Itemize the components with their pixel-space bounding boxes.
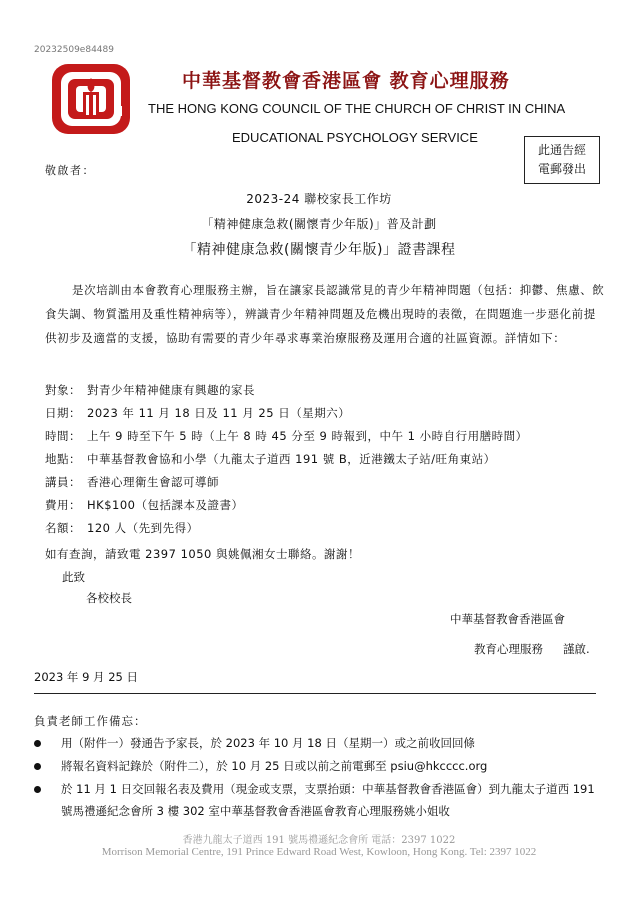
addressee: 各校校長: [86, 591, 132, 605]
signature-dept-name: 教育心理服務: [474, 642, 543, 656]
department-name-english: EDUCATIONAL PSYCHOLOGY SERVICE: [232, 130, 478, 145]
memo-item-text: 將報名資料記錄於（附件二），於 10 月 25 日或以前之前電郵至 psiu@hkcccc.org: [61, 759, 488, 773]
detail-value: HK$100（包括課本及證書）: [87, 498, 244, 512]
detail-value: 對青少年精神健康有興趣的家長: [87, 383, 255, 397]
memo-item: [34, 755, 604, 777]
detail-value: 中華基督教會協和小學（九龍太子道西 191 號 B，近港鐵太子站/旺角東站）: [87, 452, 496, 466]
detail-label: 地點：: [45, 452, 81, 466]
signature-dept: [474, 641, 590, 657]
signature-org: 中華基督教會香港區會: [450, 612, 565, 626]
course-title: 「精神健康急救(關懷青少年版)」證書課程: [182, 242, 456, 258]
detail-quota: [45, 517, 605, 540]
email-notice-box: [524, 136, 600, 184]
email-notice-line1: 此通告經: [537, 143, 586, 157]
divider: [34, 693, 596, 694]
salutation: 敬啟者：: [45, 164, 95, 177]
memo-list: [34, 732, 604, 823]
memo-item-text: 用（附件一）發通告予家長，於 2023 年 10 月 18 日（星期一）或之前收回回條: [61, 736, 475, 750]
detail-label: 費用：: [45, 498, 81, 512]
footer-address-english: Morrison Memorial Centre, 191 Prince Edward Road West, Kowloon, Hong Kong. Tel: 2397 1022: [101, 846, 537, 858]
detail-venue: [45, 448, 605, 471]
closing-line: 此致: [62, 570, 85, 584]
bullet-icon: [34, 786, 41, 793]
detail-label: 日期：: [45, 406, 81, 420]
detail-value: 120 人（先到先得）: [87, 521, 199, 535]
org-name-chinese: 中華基督教會香港區會 教育心理服務: [182, 70, 510, 92]
detail-label: 時間：: [45, 429, 81, 443]
workshop-title: 2023-24 聯校家長工作坊: [246, 192, 392, 206]
bullet-icon: [34, 740, 41, 747]
enquiry-text: 如有查詢，請致電 2397 1050 與姚佩湘女士聯絡。謝謝！: [45, 547, 360, 561]
signature-respect: 謹啟.: [563, 642, 590, 656]
detail-fee: [45, 494, 605, 517]
course-details: [45, 379, 605, 540]
memo-item-text: 於 11 月 1 日交回報名表及費用（現金或支票，支票抬頭：中華基督教會香港區會）到九龍太子道西 191 號馬禮遜紀念會所 3 樓 302 室中華基督教會香港區會教育心理服務姚小姐收: [61, 782, 595, 818]
memo-title: 負責老師工作備忘：: [34, 714, 147, 728]
detail-speaker: [45, 471, 605, 494]
org-name-english: THE HONG KONG COUNCIL OF THE CHURCH OF CHRIST IN CHINA: [148, 101, 566, 116]
detail-value: 2023 年 11 月 18 日及 11 月 25 日（星期六）: [87, 406, 351, 420]
memo-item: [34, 778, 604, 822]
reference-number: 20232509e84489: [34, 45, 114, 55]
bullet-icon: [34, 763, 41, 770]
detail-date: [45, 402, 605, 425]
footer-address-chinese: 香港九龍太子道西 191 號馬禮遜紀念會所 電話：2397 1022: [182, 835, 456, 846]
detail-value: 香港心理衛生會認可導師: [87, 475, 219, 489]
detail-value: 上午 9 時至下午 5 時（上午 8 時 45 分至 9 時報到，中午 1 小時自行用膳時間）: [87, 429, 528, 443]
detail-target: [45, 379, 605, 402]
email-notice-line2: 電郵發出: [537, 162, 586, 176]
detail-time: [45, 425, 605, 448]
detail-label: 名額：: [45, 521, 81, 535]
program-title: 「精神健康急救(關懷青少年版)」普及計劃: [201, 217, 437, 231]
intro-paragraph: 是次培訓由本會教育心理服務主辦，旨在讓家長認識常見的青少年精神問題（包括：抑鬱、焦慮、飲食失調、物質濫用及重性精神病等），辨識青少年精神問題及危機出現時的表徵，在問題進一步惡化前提供初步及適當的支援，協助有需要的青少年尋求專業治療服務及運用合適的社區資源。詳情如下：: [45, 283, 605, 345]
org-logo: [50, 62, 132, 136]
detail-label: 講員：: [45, 475, 81, 489]
detail-label: 對象：: [45, 383, 81, 397]
memo-item: [34, 732, 604, 754]
letter-date: 2023 年 9 月 25 日: [34, 670, 138, 684]
